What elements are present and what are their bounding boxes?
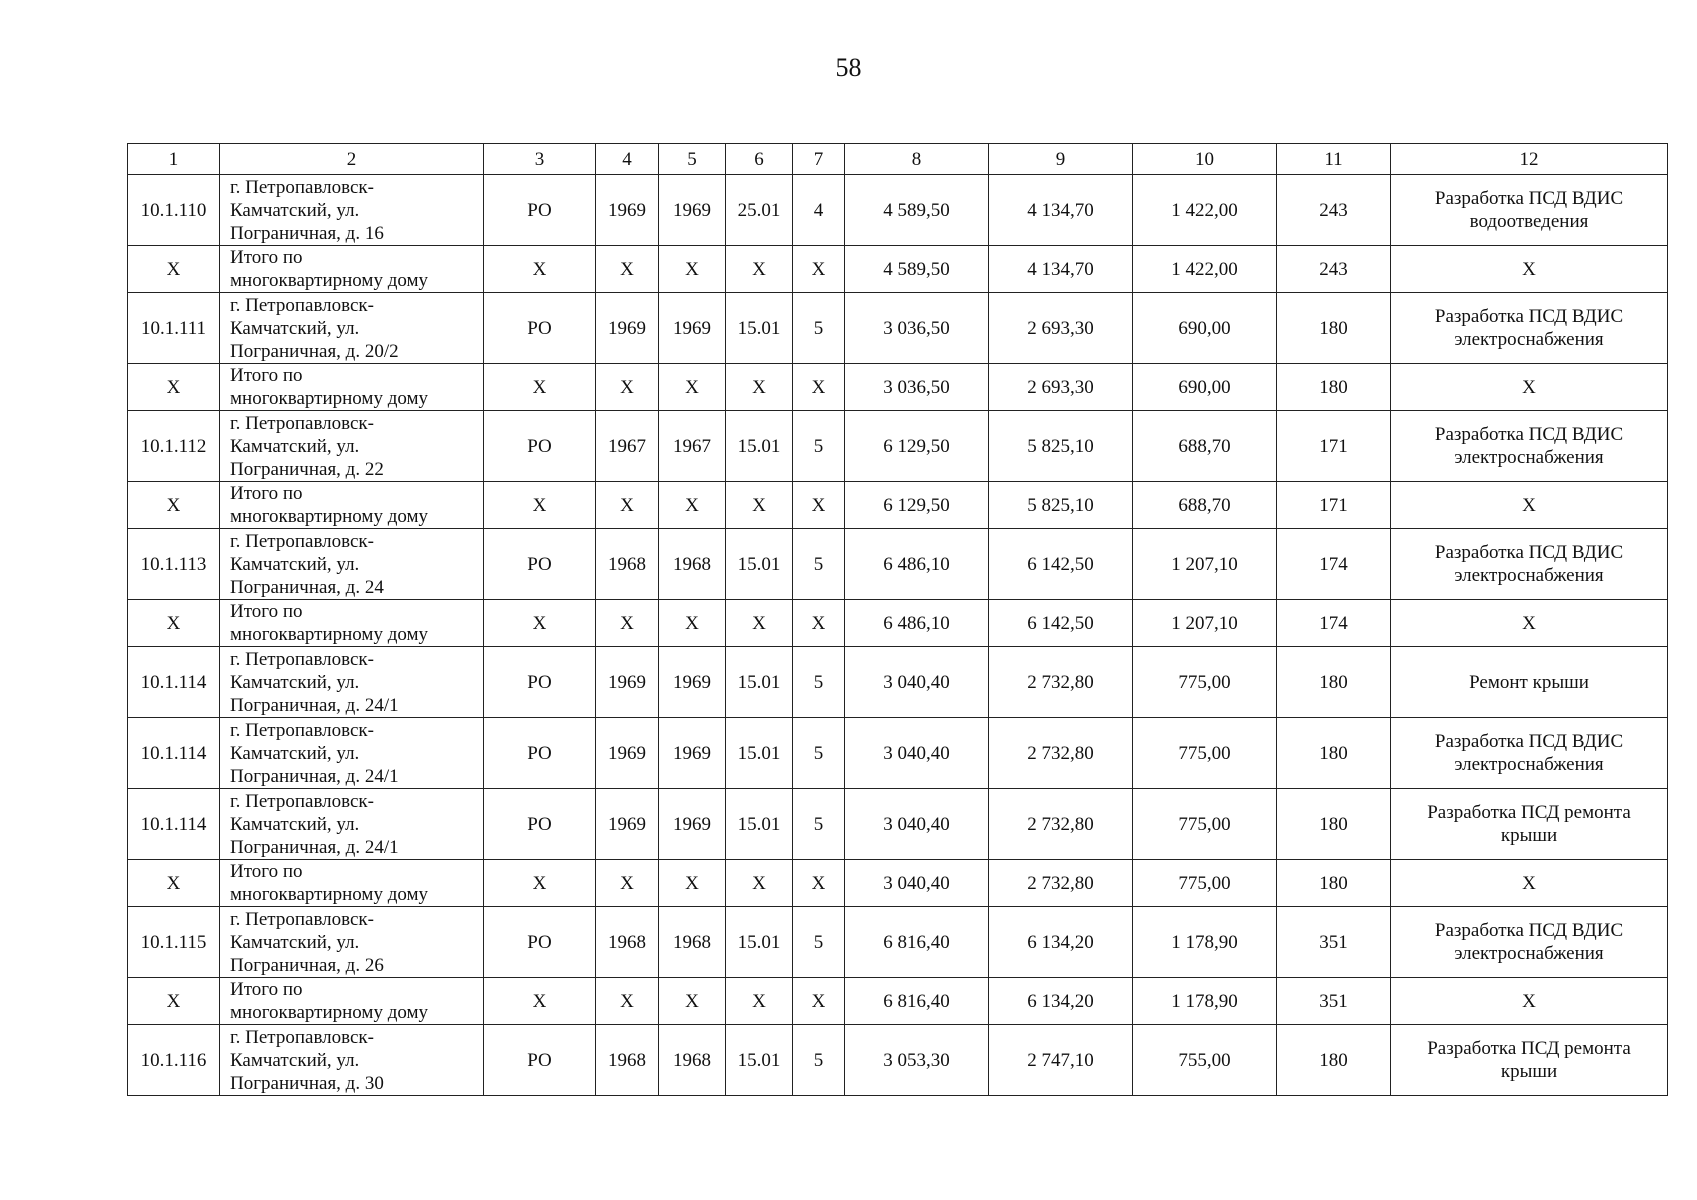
table-cell: Х bbox=[659, 364, 726, 411]
table-cell: РО bbox=[484, 411, 596, 482]
table-cell: 6 142,50 bbox=[989, 600, 1133, 647]
table-cell: 180 bbox=[1277, 860, 1391, 907]
table-cell: Х bbox=[1391, 246, 1668, 293]
table-cell: Х bbox=[726, 364, 793, 411]
table-cell: 5 bbox=[793, 529, 845, 600]
table-cell: 1969 bbox=[659, 175, 726, 246]
table-cell: 1968 bbox=[596, 1025, 659, 1096]
column-number-header: 10 bbox=[1133, 144, 1277, 175]
table-cell: 775,00 bbox=[1133, 860, 1277, 907]
table-cell: 775,00 bbox=[1133, 718, 1277, 789]
table-cell: Х bbox=[793, 860, 845, 907]
column-number-header: 1 bbox=[128, 144, 220, 175]
column-number-header: 7 bbox=[793, 144, 845, 175]
table-cell: 6 142,50 bbox=[989, 529, 1133, 600]
table-cell: 1968 bbox=[659, 529, 726, 600]
table-cell: 6 134,20 bbox=[989, 907, 1133, 978]
table-row bbox=[128, 529, 1668, 600]
table-cell: Х bbox=[596, 600, 659, 647]
table-row bbox=[128, 907, 1668, 978]
table-cell: 4 134,70 bbox=[989, 246, 1133, 293]
table-cell: 25.01 bbox=[726, 175, 793, 246]
table-cell: 171 bbox=[1277, 411, 1391, 482]
table-cell: Х bbox=[596, 246, 659, 293]
table-cell: 15.01 bbox=[726, 718, 793, 789]
table-cell: 2 747,10 bbox=[989, 1025, 1133, 1096]
table-body bbox=[128, 144, 1668, 1096]
table-cell: 10.1.116 bbox=[128, 1025, 220, 1096]
table-cell: Х bbox=[1391, 978, 1668, 1025]
table-cell: Разработка ПСД ВДИС электроснабжения bbox=[1391, 529, 1668, 600]
table-cell: 3 053,30 bbox=[845, 1025, 989, 1096]
table-cell: 1969 bbox=[596, 175, 659, 246]
table-cell: РО bbox=[484, 907, 596, 978]
table-cell: 4 bbox=[793, 175, 845, 246]
table-cell: Разработка ПСД ВДИС водоотведения bbox=[1391, 175, 1668, 246]
table-cell: г. Петропавловск- Камчатский, ул. Пограничная, д. 24/1 bbox=[220, 789, 484, 860]
table-cell: 3 040,40 bbox=[845, 789, 989, 860]
table-cell: Х bbox=[128, 246, 220, 293]
table-cell: 174 bbox=[1277, 600, 1391, 647]
table-cell: г. Петропавловск- Камчатский, ул. Пограничная, д. 26 bbox=[220, 907, 484, 978]
table-cell: 5 bbox=[793, 293, 845, 364]
table-cell: Х bbox=[726, 600, 793, 647]
table-cell: Х bbox=[484, 482, 596, 529]
table-cell: Х bbox=[1391, 860, 1668, 907]
table-cell: 10.1.114 bbox=[128, 718, 220, 789]
table-cell: 2 732,80 bbox=[989, 789, 1133, 860]
table-cell: Х bbox=[659, 978, 726, 1025]
table-cell: 4 589,50 bbox=[845, 175, 989, 246]
table-cell: 5 bbox=[793, 907, 845, 978]
table-cell: Х bbox=[793, 246, 845, 293]
table-cell: 4 134,70 bbox=[989, 175, 1133, 246]
subtotal-row bbox=[128, 364, 1668, 411]
page-number: 58 bbox=[835, 53, 862, 82]
table-cell: Разработка ПСД ремонта крыши bbox=[1391, 1025, 1668, 1096]
table-cell: 1969 bbox=[596, 293, 659, 364]
table-cell: 5 bbox=[793, 411, 845, 482]
table-cell: РО bbox=[484, 175, 596, 246]
table-cell: 180 bbox=[1277, 364, 1391, 411]
table-cell: 10.1.115 bbox=[128, 907, 220, 978]
table-cell: Х bbox=[659, 246, 726, 293]
table-cell: 15.01 bbox=[726, 907, 793, 978]
table-cell: Х bbox=[793, 482, 845, 529]
table-cell: Итого по многоквартирному дому bbox=[220, 860, 484, 907]
table-cell: 1968 bbox=[596, 907, 659, 978]
subtotal-row bbox=[128, 482, 1668, 529]
table-cell: 180 bbox=[1277, 789, 1391, 860]
table-cell: 1967 bbox=[659, 411, 726, 482]
table-cell: 6 129,50 bbox=[845, 411, 989, 482]
table-cell: 5 825,10 bbox=[989, 482, 1133, 529]
table-cell: РО bbox=[484, 1025, 596, 1096]
table-cell: Х bbox=[659, 600, 726, 647]
table-cell: 351 bbox=[1277, 978, 1391, 1025]
table-cell: Х bbox=[596, 860, 659, 907]
table-cell: 1969 bbox=[659, 789, 726, 860]
table-cell: 1 178,90 bbox=[1133, 978, 1277, 1025]
table-cell: Х bbox=[726, 860, 793, 907]
table-cell: 15.01 bbox=[726, 789, 793, 860]
table-cell: 3 040,40 bbox=[845, 718, 989, 789]
table-cell: 180 bbox=[1277, 647, 1391, 718]
table-cell: 2 732,80 bbox=[989, 718, 1133, 789]
table-cell: 755,00 bbox=[1133, 1025, 1277, 1096]
table-cell: Х bbox=[484, 978, 596, 1025]
subtotal-row bbox=[128, 246, 1668, 293]
subtotal-row bbox=[128, 860, 1668, 907]
table-cell: 690,00 bbox=[1133, 293, 1277, 364]
table-cell: РО bbox=[484, 789, 596, 860]
table-cell: 1 422,00 bbox=[1133, 175, 1277, 246]
table-cell: 15.01 bbox=[726, 1025, 793, 1096]
table-cell: 4 589,50 bbox=[845, 246, 989, 293]
table-cell: 1969 bbox=[596, 789, 659, 860]
table-cell: 174 bbox=[1277, 529, 1391, 600]
table-cell: 3 036,50 bbox=[845, 293, 989, 364]
table-cell: 243 bbox=[1277, 246, 1391, 293]
table-cell: Х bbox=[128, 364, 220, 411]
table-cell: Ремонт крыши bbox=[1391, 647, 1668, 718]
table-cell: РО bbox=[484, 647, 596, 718]
table-cell: 690,00 bbox=[1133, 364, 1277, 411]
table-cell: 1969 bbox=[659, 718, 726, 789]
table-cell: Х bbox=[128, 978, 220, 1025]
table-cell: 243 bbox=[1277, 175, 1391, 246]
table-cell: 180 bbox=[1277, 293, 1391, 364]
table-cell: 688,70 bbox=[1133, 411, 1277, 482]
table-cell: РО bbox=[484, 718, 596, 789]
table-cell: г. Петропавловск- Камчатский, ул. Пограничная, д. 30 bbox=[220, 1025, 484, 1096]
table-cell: 1967 bbox=[596, 411, 659, 482]
table-cell: 688,70 bbox=[1133, 482, 1277, 529]
table-cell: 15.01 bbox=[726, 293, 793, 364]
table-cell: 180 bbox=[1277, 1025, 1391, 1096]
table-row bbox=[128, 411, 1668, 482]
column-number-header: 11 bbox=[1277, 144, 1391, 175]
table-cell: Разработка ПСД ВДИС электроснабжения bbox=[1391, 293, 1668, 364]
table-header-row bbox=[128, 144, 1668, 175]
register-table bbox=[127, 143, 1668, 1096]
table-cell: Х bbox=[726, 482, 793, 529]
table-cell: 1 422,00 bbox=[1133, 246, 1277, 293]
table-cell: 3 036,50 bbox=[845, 364, 989, 411]
table-cell: Х bbox=[596, 978, 659, 1025]
table-cell: Х bbox=[726, 978, 793, 1025]
table-cell: 5 bbox=[793, 718, 845, 789]
table-cell: 15.01 bbox=[726, 529, 793, 600]
table-cell: Х bbox=[659, 860, 726, 907]
table-cell: Х bbox=[596, 482, 659, 529]
table-cell: 1968 bbox=[596, 529, 659, 600]
table-cell: 171 bbox=[1277, 482, 1391, 529]
table-cell: Разработка ПСД ВДИС электроснабжения bbox=[1391, 907, 1668, 978]
table-cell: Х bbox=[484, 246, 596, 293]
table-cell: Итого по многоквартирному дому bbox=[220, 482, 484, 529]
table-cell: РО bbox=[484, 529, 596, 600]
table-cell: Х bbox=[128, 860, 220, 907]
table-cell: 6 816,40 bbox=[845, 978, 989, 1025]
column-number-header: 12 bbox=[1391, 144, 1668, 175]
table-cell: 3 040,40 bbox=[845, 647, 989, 718]
table-row bbox=[128, 718, 1668, 789]
table-cell: 1968 bbox=[659, 1025, 726, 1096]
table-cell: 1 207,10 bbox=[1133, 529, 1277, 600]
table-cell: 5 825,10 bbox=[989, 411, 1133, 482]
table-cell: 1969 bbox=[659, 647, 726, 718]
table-cell: г. Петропавловск- Камчатский, ул. Пограничная, д. 22 bbox=[220, 411, 484, 482]
table-cell: 6 486,10 bbox=[845, 529, 989, 600]
table-cell: 775,00 bbox=[1133, 647, 1277, 718]
table-cell: 10.1.111 bbox=[128, 293, 220, 364]
table-cell: 6 486,10 bbox=[845, 600, 989, 647]
table-cell: Х bbox=[1391, 600, 1668, 647]
table-row bbox=[128, 293, 1668, 364]
table-row bbox=[128, 175, 1668, 246]
table-cell: 1968 bbox=[659, 907, 726, 978]
table-cell: 2 732,80 bbox=[989, 647, 1133, 718]
column-number-header: 2 bbox=[220, 144, 484, 175]
table-cell: 1 178,90 bbox=[1133, 907, 1277, 978]
table-cell: Х bbox=[128, 600, 220, 647]
table-cell: 5 bbox=[793, 647, 845, 718]
table-row bbox=[128, 789, 1668, 860]
table-row bbox=[128, 647, 1668, 718]
table-cell: Х bbox=[1391, 364, 1668, 411]
table-cell: 351 bbox=[1277, 907, 1391, 978]
table-cell: 6 134,20 bbox=[989, 978, 1133, 1025]
table-cell: Разработка ПСД ремонта крыши bbox=[1391, 789, 1668, 860]
table-cell: Х bbox=[484, 364, 596, 411]
table-cell: 1 207,10 bbox=[1133, 600, 1277, 647]
table-cell: 6 129,50 bbox=[845, 482, 989, 529]
table-cell: Разработка ПСД ВДИС электроснабжения bbox=[1391, 718, 1668, 789]
table-cell: Разработка ПСД ВДИС электроснабжения bbox=[1391, 411, 1668, 482]
table-cell: 10.1.112 bbox=[128, 411, 220, 482]
column-number-header: 5 bbox=[659, 144, 726, 175]
table-cell: 1969 bbox=[596, 718, 659, 789]
table-cell: Х bbox=[128, 482, 220, 529]
subtotal-row bbox=[128, 600, 1668, 647]
table-cell: 10.1.110 bbox=[128, 175, 220, 246]
column-number-header: 9 bbox=[989, 144, 1133, 175]
table-cell: Итого по многоквартирному дому bbox=[220, 978, 484, 1025]
table-cell: г. Петропавловск- Камчатский, ул. Пограничная, д. 24/1 bbox=[220, 647, 484, 718]
table-cell: 5 bbox=[793, 789, 845, 860]
subtotal-row bbox=[128, 978, 1668, 1025]
table-cell: г. Петропавловск- Камчатский, ул. Пограничная, д. 24/1 bbox=[220, 718, 484, 789]
table-cell: г. Петропавловск- Камчатский, ул. Пограничная, д. 20/2 bbox=[220, 293, 484, 364]
table-cell: Х bbox=[484, 860, 596, 907]
table-cell: 6 816,40 bbox=[845, 907, 989, 978]
table-cell: 15.01 bbox=[726, 647, 793, 718]
table-cell: 10.1.114 bbox=[128, 789, 220, 860]
table-cell: 775,00 bbox=[1133, 789, 1277, 860]
table-cell: 1969 bbox=[659, 293, 726, 364]
table-cell: 2 693,30 bbox=[989, 293, 1133, 364]
column-number-header: 8 bbox=[845, 144, 989, 175]
table-cell: РО bbox=[484, 293, 596, 364]
table-cell: Х bbox=[726, 246, 793, 293]
table-cell: Х bbox=[793, 978, 845, 1025]
column-number-header: 4 bbox=[596, 144, 659, 175]
column-number-header: 3 bbox=[484, 144, 596, 175]
table-cell: Х bbox=[659, 482, 726, 529]
table-cell: 10.1.113 bbox=[128, 529, 220, 600]
table-cell: Итого по многоквартирному дому bbox=[220, 364, 484, 411]
table-cell: 2 693,30 bbox=[989, 364, 1133, 411]
table-cell: 180 bbox=[1277, 718, 1391, 789]
table-cell: г. Петропавловск- Камчатский, ул. Пограничная, д. 16 bbox=[220, 175, 484, 246]
column-number-header: 6 bbox=[726, 144, 793, 175]
table-cell: Х bbox=[484, 600, 596, 647]
table-cell: Х bbox=[596, 364, 659, 411]
table-cell: Итого по многоквартирному дому bbox=[220, 246, 484, 293]
table-cell: 3 040,40 bbox=[845, 860, 989, 907]
table-cell: г. Петропавловск- Камчатский, ул. Пограничная, д. 24 bbox=[220, 529, 484, 600]
table-cell: Х bbox=[793, 364, 845, 411]
table-cell: 1969 bbox=[596, 647, 659, 718]
table-cell: 5 bbox=[793, 1025, 845, 1096]
table-cell: 15.01 bbox=[726, 411, 793, 482]
table-row bbox=[128, 1025, 1668, 1096]
table-cell: 2 732,80 bbox=[989, 860, 1133, 907]
table-cell: Х bbox=[1391, 482, 1668, 529]
table-cell: 10.1.114 bbox=[128, 647, 220, 718]
table-cell: Х bbox=[793, 600, 845, 647]
table-cell: Итого по многоквартирному дому bbox=[220, 600, 484, 647]
